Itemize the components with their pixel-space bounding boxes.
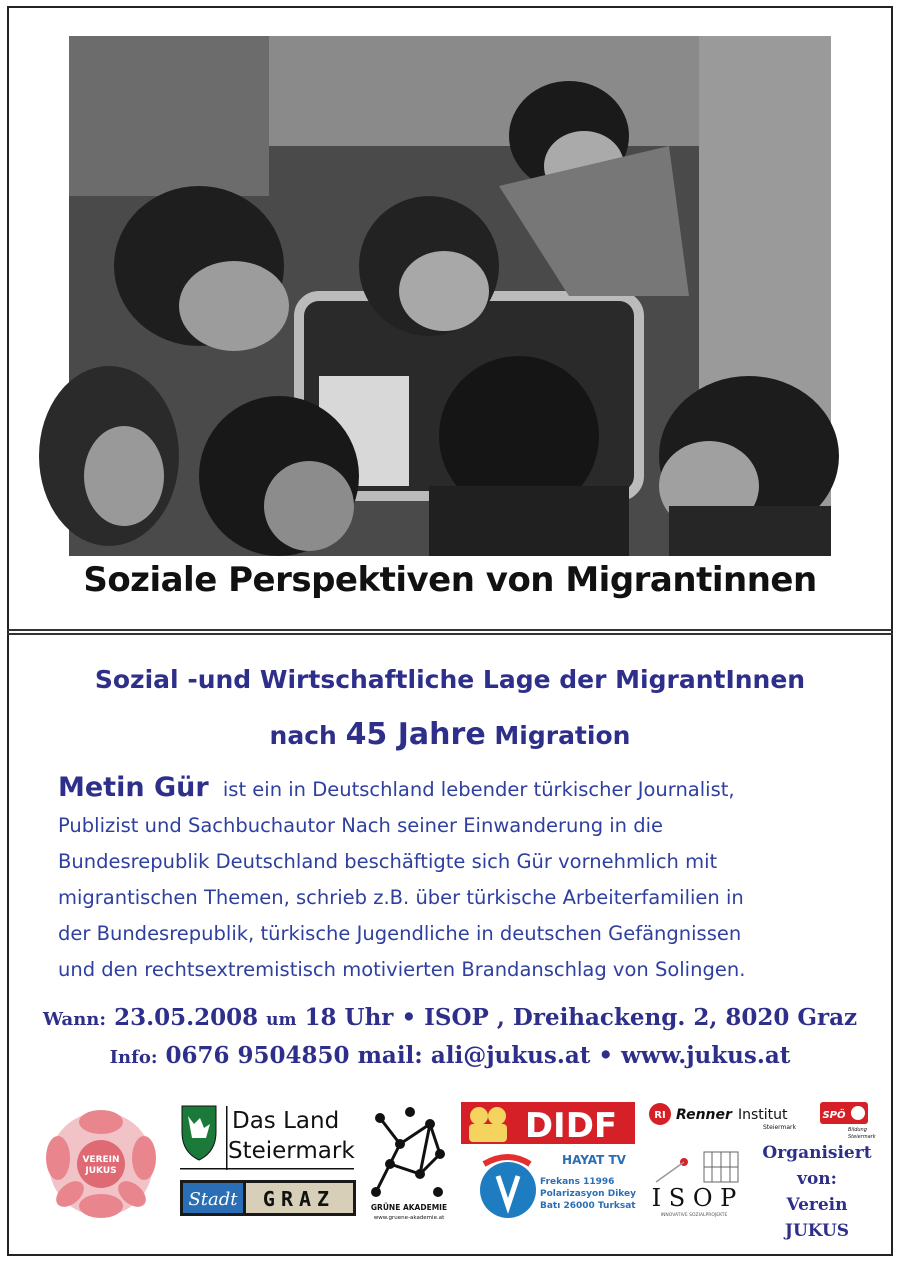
subtitle-pre: nach bbox=[269, 721, 337, 750]
description-line: Metin Gür ist ein in Deutschland lebender türkischer Journalist, bbox=[58, 772, 735, 803]
spo-name: SPÖ bbox=[822, 1110, 846, 1121]
isop-name: I S O P bbox=[651, 1184, 737, 1212]
description-line: Publizist und Sachbuchautor Nach seiner Einwanderung in die bbox=[58, 814, 664, 837]
spo-sub1: Bildung bbox=[848, 1127, 867, 1133]
spo-bildung-logo bbox=[818, 1100, 876, 1140]
mail-label: mail: bbox=[357, 1042, 423, 1069]
subtitle-post: Migration bbox=[494, 721, 631, 750]
organizer-block bbox=[752, 1140, 882, 1244]
migrants-photo bbox=[69, 36, 831, 556]
event-location: ISOP , Dreihackeng. 2, 8020 Graz bbox=[424, 1004, 858, 1031]
description-line: Bundesrepublik Deutschland beschäftigte sich Gür vornehmlich mit bbox=[58, 850, 718, 873]
description-line: und den rechtsextremistisch motivierten Brandanschlag von Solingen. bbox=[58, 958, 746, 981]
gruene-akademie-logo bbox=[360, 1104, 458, 1222]
info-label: Info: bbox=[109, 1047, 158, 1068]
renner-sub: Steiermark bbox=[762, 1124, 796, 1131]
steiermark-logo bbox=[176, 1102, 358, 1174]
organizer-line2: von: bbox=[797, 1169, 837, 1189]
when-label: Wann: bbox=[42, 1009, 107, 1030]
speaker-description bbox=[58, 770, 830, 988]
subtitle-line-2 bbox=[0, 717, 900, 752]
speaker-name: Metin Gür bbox=[58, 772, 209, 803]
isop-logo bbox=[646, 1148, 742, 1220]
event-time: 18 Uhr bbox=[304, 1004, 394, 1031]
graz-name: GRAZ bbox=[262, 1187, 336, 1211]
renner-bold: Renner bbox=[676, 1107, 732, 1123]
renner-rest: Institut bbox=[738, 1107, 788, 1123]
email-link[interactable]: ali@jukus.at bbox=[430, 1042, 591, 1069]
renner-badge: RI bbox=[654, 1110, 666, 1121]
bullet: • bbox=[598, 1042, 614, 1069]
subtitle-number: 45 Jahre bbox=[345, 717, 486, 752]
gruene-name: GRÜNE AKADEMIE bbox=[370, 1203, 448, 1212]
bullet: • bbox=[401, 1004, 417, 1031]
renner-institut-logo bbox=[648, 1102, 804, 1132]
section-divider bbox=[7, 629, 893, 631]
event-details bbox=[0, 1004, 900, 1031]
didf-name: DIDF bbox=[524, 1106, 618, 1146]
organizer-line1: Organisiert bbox=[762, 1143, 872, 1163]
graz-logo bbox=[180, 1180, 356, 1216]
jukus-logo bbox=[36, 1108, 166, 1220]
event-um: um bbox=[266, 1010, 297, 1030]
isop-sub: INNOVATIVE SOZIALPROJEKTE bbox=[660, 1213, 728, 1218]
hayat-name: HAYAT TV bbox=[562, 1153, 626, 1167]
graz-stadt: Stadt bbox=[188, 1189, 238, 1210]
jukus-line2: JUKUS bbox=[85, 1166, 117, 1176]
hayat-tv-logo bbox=[474, 1150, 640, 1222]
website-link[interactable]: www.jukus.at bbox=[621, 1042, 791, 1069]
phone-number: 0676 9504850 bbox=[165, 1042, 350, 1069]
hayat-line3: Batı 26000 Turksat bbox=[540, 1201, 636, 1211]
page-title: Soziale Perspektiven von Migrantinnen bbox=[83, 560, 817, 600]
description-line: migrantischen Themen, schrieb z.B. über türkische Arbeiterfamilien in bbox=[58, 886, 744, 909]
hayat-line1: Frekans 11996 bbox=[540, 1177, 615, 1187]
steiermark-line1: Das Land bbox=[232, 1108, 340, 1134]
didf-logo bbox=[461, 1102, 635, 1144]
jukus-line1: VEREIN bbox=[82, 1155, 120, 1165]
spo-sub2: Steiermark bbox=[848, 1134, 876, 1140]
organizer-line3: Verein JUKUS bbox=[784, 1195, 850, 1241]
event-date: 23.05.2008 bbox=[114, 1004, 259, 1031]
contact-info bbox=[0, 1042, 900, 1069]
steiermark-line2: Steiermark bbox=[228, 1138, 355, 1164]
description-line: der Bundesrepublik, türkische Jugendliche in deutschen Gefängnissen bbox=[58, 922, 742, 945]
section-divider-2 bbox=[7, 633, 893, 635]
gruene-url: www.gruene-akademie.at bbox=[373, 1215, 445, 1221]
hayat-line2: Polarizasyon Dikey bbox=[540, 1189, 636, 1199]
subtitle-line-1: Sozial -und Wirtschaftliche Lage der MigrantInnen bbox=[94, 665, 806, 694]
